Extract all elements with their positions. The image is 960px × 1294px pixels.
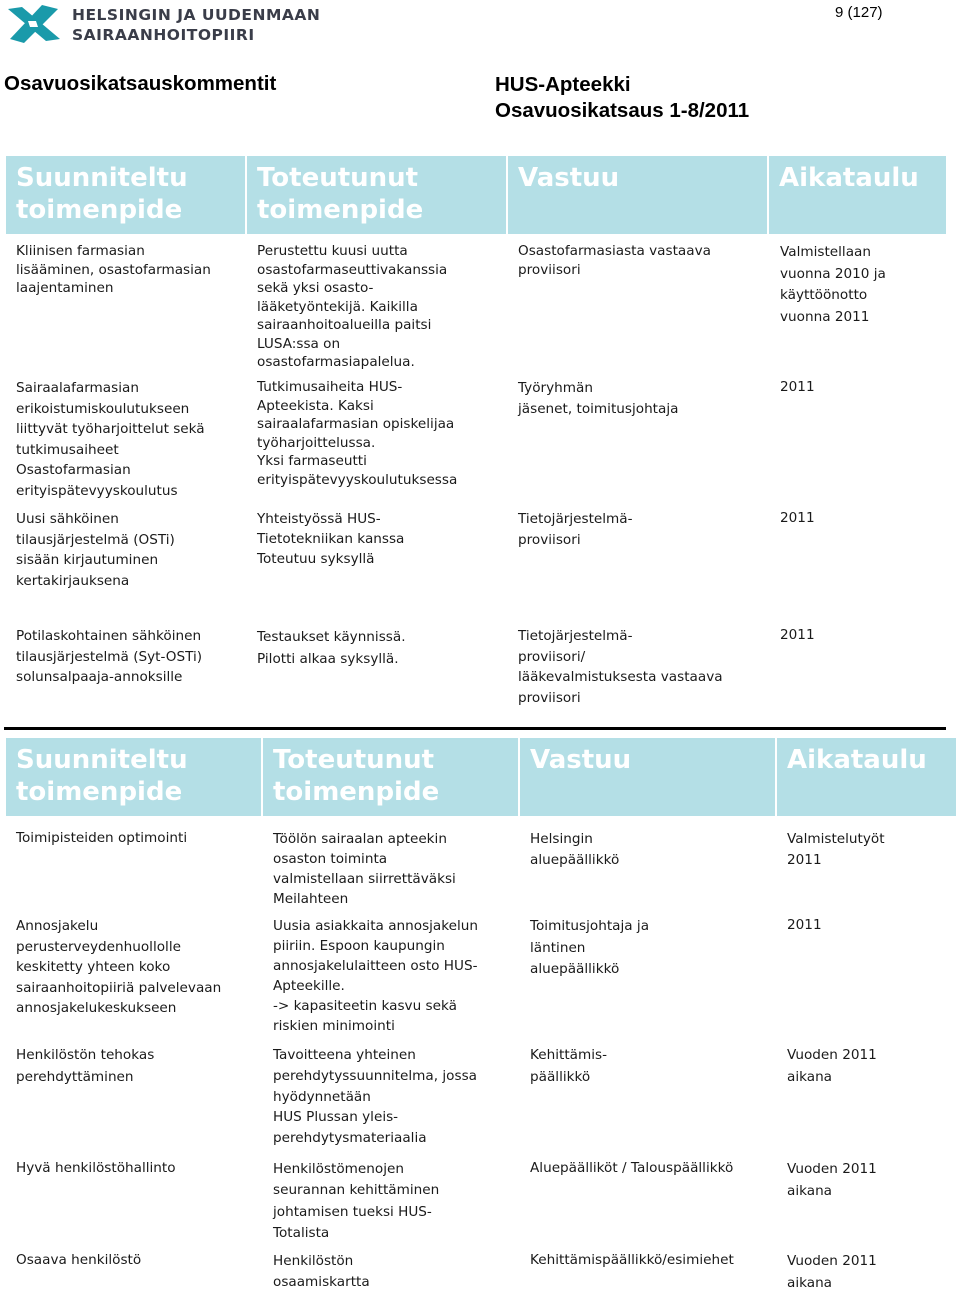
table-cell: Kehittämispäällikkö/esimiehet xyxy=(530,1252,734,1268)
table-cell: Henkilöstön osaamiskartta xyxy=(273,1253,370,1290)
table-cell: Potilaskohtainen sähköinen tilausjärjestelmä (Syt-OSTi) solunsalpaaja-annoksille xyxy=(16,628,203,685)
table-cell: Valmistellaan vuonna 2010 ja käyttöönotto vuonna 2011 xyxy=(780,244,886,325)
table-cell: Perustettu kuusi uutta osastofarmaseuttivakanssia sekä yksi osasto- lääketyöntekijä. Kaikilla sairaanhoitoalueilla paitsi LUSA:ssa on osastofarmasiapalelua. xyxy=(257,243,448,370)
table-cell: Vuoden 2011 aikana xyxy=(787,1161,877,1199)
table-cell: Osastofarmasiasta vastaava proviisori xyxy=(518,243,711,278)
header-planned: Suunniteltu toimenpide xyxy=(6,156,245,234)
header-schedule: Aikataulu xyxy=(777,738,956,816)
table-cell: Työryhmän jäsenet, toimitusjohtaja xyxy=(518,380,679,417)
header-realized: Toteutunut toimenpide xyxy=(263,738,518,816)
report-period: Osavuosikatsaus 1-8/2011 xyxy=(495,99,750,122)
table-cell: Valmistelutyöt 2011 xyxy=(787,831,885,868)
table-cell: Osaava henkilöstö xyxy=(16,1252,142,1268)
logo-text xyxy=(72,5,320,45)
header-responsible: Vastuu xyxy=(520,738,775,816)
table-cell: Toimipisteiden optimointi xyxy=(16,830,188,846)
document-title-left: Osavuosikatsauskommentit xyxy=(4,72,277,95)
table-cell: Helsingin aluepäällikkö xyxy=(530,831,620,868)
table-cell: Testaukset käynnissä. Pilotti alkaa syksyllä. xyxy=(257,629,406,667)
document-title-right xyxy=(495,72,749,124)
table-cell: 2011 xyxy=(780,379,815,395)
table-cell: Vuoden 2011 aikana xyxy=(787,1047,877,1085)
table-cell: Vuoden 2011 aikana xyxy=(787,1253,877,1291)
table-header-row xyxy=(6,156,946,234)
header-responsible: Vastuu xyxy=(508,156,767,234)
table-cell: Tietojärjestelmä- proviisori xyxy=(518,511,633,548)
table-cell: Aluepäälliköt / Talouspäällikkö xyxy=(530,1160,734,1176)
table-cell: Tavoitteena yhteinen perehdytyssuunnitelma, jossa hyödynnetään HUS Plussan yleis- perehdytysmateriaalia xyxy=(273,1047,477,1147)
table-cell: Tutkimusaiheita HUS- Apteekista. Kaksi sairaalafarmasian opiskelijaa työharjoittelussa. Yksi farmaseutti erityispätevyyskoulutuksessa xyxy=(257,379,458,488)
header-planned: Suunniteltu toimenpide xyxy=(6,738,261,816)
table-cell: Hyvä henkilöstöhallinto xyxy=(16,1160,176,1176)
header-realized: Toteutunut toimenpide xyxy=(247,156,506,234)
table-cell: Uusia asiakkaita annosjakelun piiriin. Espoon kaupungin annosjakelulaitteen osto HUS- Apteekille. -> kapasiteetin kasvu sekä riskien minimointi xyxy=(273,918,479,1034)
table-cell: Sairaalafarmasian erikoistumiskoulutukseen liittyvät työharjoittelut sekä tutkimusaiheet Osastofarmasian erityispätevyyskoulutus xyxy=(16,380,205,499)
hus-cross-logo-icon xyxy=(4,3,64,45)
table-cell: Yhteistyössä HUS- Tietotekniikan kanssa Toteutuu syksyllä xyxy=(257,511,405,567)
table-cell: 2011 xyxy=(780,510,815,526)
table-cell: Töölön sairaalan apteekin osaston toiminta valmistellaan siirrettäväksi Meilahteen xyxy=(273,831,456,907)
unit-name: HUS-Apteekki xyxy=(495,73,631,96)
table-cell: Henkilöstömenojen seurannan kehittäminen johtamisen tueksi HUS- Totalista xyxy=(273,1161,440,1241)
logo-line-1: HELSINGIN JA UUDENMAAN xyxy=(72,6,321,24)
table-cell: Henkilöstön tehokas perehdyttäminen xyxy=(16,1047,155,1085)
action-table-2 xyxy=(6,738,956,1291)
table-cell: Toimitusjohtaja ja läntinen aluepäällikkö xyxy=(530,918,650,977)
table-cell: Annosjakelu perusterveydenhuollolle keskitetty yhteen koko sairaanhoitopiiriä palvelevaan annosjakelukeskukseen xyxy=(16,918,222,1016)
hus-logo xyxy=(4,3,321,45)
table-cell: 2011 xyxy=(780,627,815,643)
table-cell: Uusi sähköinen tilausjärjestelmä (OSTi) sisään kirjautuminen kertakirjauksena xyxy=(16,511,175,589)
page-number: 9 (127) xyxy=(835,4,883,21)
table-cell: Tietojärjestelmä- proviisori/ lääkevalmistuksesta vastaava proviisori xyxy=(518,628,723,706)
logo-line-2: SAIRAANHOITOPIIRI xyxy=(72,26,255,44)
table-cell: 2011 xyxy=(787,917,822,933)
action-table-1 xyxy=(6,156,946,716)
header-schedule: Aikataulu xyxy=(769,156,946,234)
table-cell: Kliinisen farmasian lisääminen, osastofarmasian laajentaminen xyxy=(16,243,211,296)
table-divider xyxy=(4,727,946,730)
table-cell: Kehittämis- päällikkö xyxy=(530,1047,607,1085)
table-header-row xyxy=(6,738,956,816)
